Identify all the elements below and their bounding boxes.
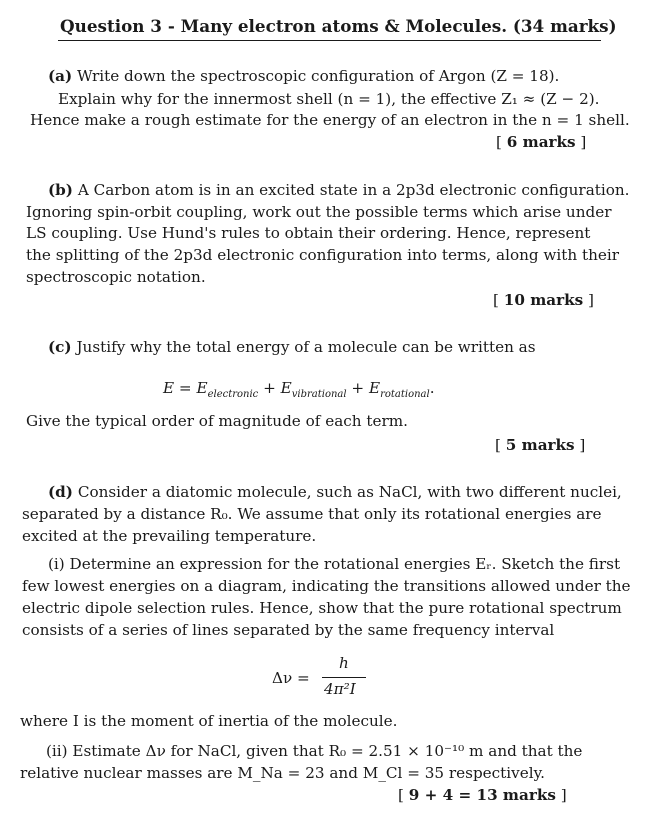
delta-nu-fraction — [322, 656, 366, 698]
part-c-marks: [ 5 marks ] — [495, 436, 586, 454]
part-b-text-4: the splitting of the 2p3d electronic configuration into terms, along with their — [26, 246, 619, 264]
part-d-line-1 — [48, 485, 622, 500]
delta-nu-equation: Δν = — [272, 669, 310, 687]
part-b-marks-value: 10 marks — [503, 291, 584, 309]
part-d-marks-value: 9 + 4 = 13 marks — [408, 786, 556, 804]
part-c-intro: Justify why the total energy of a molecule can be written as — [76, 338, 536, 356]
question-title: Question 3 - Many electron atoms & Molecules. (34 marks) — [60, 16, 617, 36]
energy-eq-sub-vibrational: vibrational — [291, 389, 347, 401]
fraction-denominator: 4π²I — [324, 680, 356, 698]
delta-nu-lhs: Δν — [272, 669, 293, 687]
fraction-numerator: h — [339, 654, 349, 672]
part-a-label: (a) — [48, 67, 73, 85]
part-b-label: (b) — [48, 181, 73, 199]
part-d-text-3: excited at the prevailing temperature. — [22, 527, 317, 545]
part-d-text-1: Consider a diatomic molecule, such as NaCl, with two different nuclei, — [77, 483, 622, 501]
energy-eq-sub-rotational: rotational — [380, 389, 430, 401]
part-d-i-text-4: consists of a series of lines separated by the same frequency interval — [22, 621, 555, 639]
part-c-after: Give the typical order of magnitude of each term. — [26, 412, 408, 430]
part-d-text-2: separated by a distance R₀. We assume that only its rotational energies are — [22, 505, 602, 523]
part-b-text-3: LS coupling. Use Hund's rules to obtain their ordering. Hence, represent — [26, 224, 591, 242]
part-a-text-2: Explain why for the innermost shell (n = 1), the effective Z₁ ≈ (Z − 2). — [58, 90, 600, 108]
part-d-label: (d) — [48, 483, 73, 501]
part-a-marks: [ 6 marks ] — [496, 133, 587, 151]
part-d-ii-text-1: (ii) Estimate Δν for NaCl, given that R₀ = 2.51 × 10⁻¹⁰ m and that the — [46, 742, 583, 760]
part-b-text-5: spectroscopic notation. — [26, 268, 206, 286]
part-b-text-2: Ignoring spin-orbit coupling, work out the possible terms which arise under — [26, 203, 612, 221]
title-underline — [58, 40, 601, 41]
part-c-marks-value: 5 marks — [505, 436, 575, 454]
part-d-i-text-3: electric dipole selection rules. Hence, show that the pure rotational spectrum — [22, 599, 622, 617]
part-c-label: (c) — [48, 338, 72, 356]
part-a-line-1 — [48, 69, 559, 84]
part-b-text-1: A Carbon atom is in an excited state in a 2p3d electronic configuration. — [77, 181, 630, 199]
part-d-where: where I is the moment of inertia of the molecule. — [20, 712, 398, 730]
part-c-line-1 — [48, 340, 536, 355]
part-d-i-text-2: few lowest energies on a diagram, indicating the transitions allowed under the — [22, 577, 631, 595]
energy-eq-e3: E — [369, 379, 381, 397]
energy-eq-lhs: E — [163, 379, 175, 397]
part-b-line-1 — [48, 183, 629, 198]
fraction-bar — [322, 677, 366, 678]
energy-equation: $E = E_{electronic} + E_{vibrational} + E_{rotational}$. — [163, 379, 435, 401]
energy-eq-sub-electronic: electronic — [207, 389, 259, 401]
part-d-ii-text-2: relative nuclear masses are M_Na = 23 and M_Cl = 35 respectively. — [20, 764, 545, 782]
energy-eq-e2: E — [280, 379, 292, 397]
part-b-marks: [ 10 marks ] — [493, 291, 594, 309]
part-d-marks: [ 9 + 4 = 13 marks ] — [398, 786, 567, 804]
part-a-text-1: Write down the spectroscopic configuration of Argon (Z = 18). — [77, 67, 560, 85]
part-a-marks-value: 6 marks — [506, 133, 576, 151]
part-a-text-3: Hence make a rough estimate for the energy of an electron in the n = 1 shell. — [30, 111, 630, 129]
part-d-i-text-1: (i) Determine an expression for the rotational energies Eᵣ. Sketch the first — [48, 555, 621, 573]
energy-eq-e1: E — [196, 379, 208, 397]
